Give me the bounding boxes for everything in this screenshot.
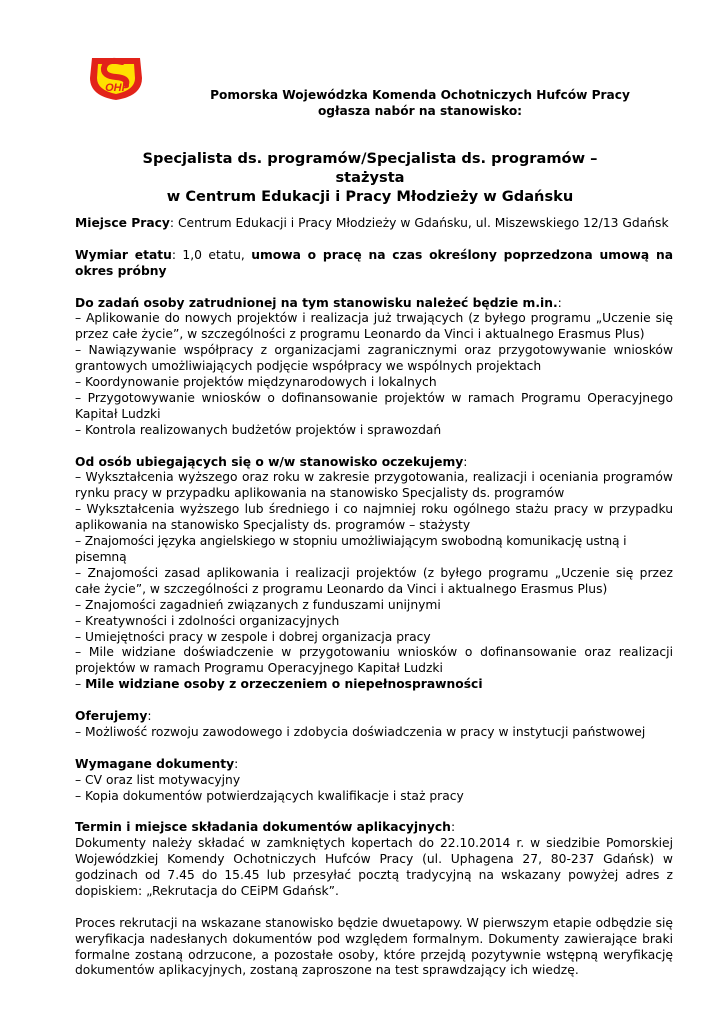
place-label: Miejsce Pracy <box>75 216 170 230</box>
deadline-heading-text: Termin i miejsce składania dokumentów aplikacyjnych <box>75 820 451 835</box>
list-item: – CV oraz list motywacyjny <box>75 772 241 787</box>
tasks-heading-text: Do zadań osoby zatrudnionej na tym stanowisku należeć będzie m.in. <box>75 295 558 310</box>
list-item: – Znajomości zasad aplikowania i realizacji projektów (z byłego programu „Uczenie się przez całe życie”, w szczególności z programu Leonardo da Vinci i aktualnego Erasmus Plus) <box>75 565 673 596</box>
offer-heading <box>75 709 673 725</box>
employment-paragraph <box>75 248 673 280</box>
organization-name: Pomorska Wojewódzka Komenda Ochotniczych Hufców Pracy <box>210 88 630 102</box>
process-text: Proces rekrutacji na wskazane stanowisko będzie dwuetapowy. W pierwszym etapie odbędzie się weryfikacja nadesłanych dokumentów pod względem formalnym. Dokumenty zawierające braki formalne zostaną odrzucone, a pozostałe osoby, które przejdą pozytywnie wstępną weryfikację dokumentów aplikacyjnych, zostaną zaproszone na test sprawdzający ich wiedzę. <box>75 915 673 978</box>
employment-value: : 1,0 etatu, <box>171 247 252 262</box>
list-item: – Kopia dokumentów potwierdzających kwalifikacje i staż pracy <box>75 788 464 803</box>
position-title-line2: w Centrum Edukacji i Pracy Młodzieży w Gdańsku <box>166 188 574 205</box>
list-item: – Koordynowanie projektów międzynarodowych i lokalnych <box>75 375 437 390</box>
documents-heading <box>75 757 673 773</box>
list-item: – Wykształcenia wyższego oraz roku w zakresie przygotowania, realizacji i oceniania programów rynku pracy w przypadku aplikowania na stanowisko Specjalisty ds. programów <box>75 470 673 501</box>
documents-heading-suffix: : <box>234 756 239 771</box>
deadline-heading <box>75 820 673 836</box>
list-item: – Przygotowywanie wniosków o dofinansowanie projektów w ramach Programu Operacyjnego Kapitał Ludzki <box>75 390 673 421</box>
list-dash: – <box>75 677 86 692</box>
list-item: – Umiejętności pracy w zespole i dobrej organizacja pracy <box>75 629 431 644</box>
offer-heading-suffix: : <box>147 709 152 724</box>
ohp-logo-graphic <box>84 50 148 102</box>
list-item: – Nawiązywanie współpracy z organizacjami zagranicznymi oraz przygotowywanie wniosków grantowych umożliwiających podjęcie współpracy we wspólnych projektach <box>75 343 673 374</box>
list-item: – Mile widziane doświadczenie w przygotowaniu wniosków o dofinansowanie oraz realizacji projektów w ramach Programu Operacyjnego Kapitał Ludzki <box>75 645 673 676</box>
tasks-heading <box>75 296 673 312</box>
list-item: – Możliwość rozwoju zawodowego i zdobycia doświadczenia w pracy w instytucji państwowej <box>75 724 646 739</box>
list-item-bold: Mile widziane osoby z orzeczeniem o niepełnosprawności <box>85 677 483 692</box>
requirements-heading-text: Od osób ubiegających się o w/w stanowisko oczekujemy <box>75 454 464 469</box>
requirements-heading <box>75 455 673 471</box>
list-item <box>75 677 673 693</box>
list-item: – Kontrola realizowanych budżetów projektów i sprawozdań <box>75 422 442 437</box>
list-item: – Znajomości zagadnień związanych z funduszami unijnymi <box>75 597 441 612</box>
offer-heading-text: Oferujemy <box>75 709 148 724</box>
document-body <box>75 216 673 979</box>
announcement-line: ogłasza nabór na stanowisko: <box>317 104 523 118</box>
place-value: : Centrum Edukacji i Pracy Młodzieży w Gdańsku, ul. Miszewskiego 12/13 Gdańsk <box>169 216 669 230</box>
requirements-heading-suffix: : <box>463 454 468 469</box>
employment-contract: umowa o pracę na czas określony poprzedzona umową na okres próbny <box>75 247 673 278</box>
list-item: – Aplikowanie do nowych projektów i realizacja już trwających (z byłego programu „Uczenie się przez całe życie”, w szczególności z programu Leonardo da Vinci i aktualnego Erasmus Plus) <box>75 311 673 342</box>
ohp-logo <box>84 50 148 102</box>
deadline-heading-suffix: : <box>450 820 456 835</box>
documents-heading-text: Wymagane dokumenty <box>75 756 235 771</box>
employment-label: Wymiar etatu <box>75 247 172 262</box>
list-item: – Kreatywności i zdolności organizacyjnych <box>75 613 340 628</box>
organization-header <box>160 87 680 119</box>
position-title-line1: Specjalista ds. programów/Specjalista ds. programów – stażysta <box>142 150 598 186</box>
deadline-text: Dokumenty należy składać w zamkniętych kopertach do 22.10.2014 r. w siedzibie Pomorskiej Wojewódzkiej Komendy Ochotniczych Hufców Pracy (ul. Uphagena 27, 80-237 Gdańsk) w godzinach od 7.45 do 15.45 lub przesyłać pocztą tradycyjną na wskazany powyżej adres z dopiskiem: „Rekrutacja do CEiPM Gdańsk”. <box>75 836 673 898</box>
tasks-heading-suffix: : <box>557 295 562 310</box>
place-paragraph <box>75 216 673 232</box>
logo-text: OHP <box>105 82 129 94</box>
list-item: – Znajomości języka angielskiego w stopniu umożliwiającym swobodną komunikację ustną i pisemną <box>75 534 627 564</box>
position-title <box>110 149 630 206</box>
list-item: – Wykształcenia wyższego lub średniego i co najmniej roku ogólnego stażu pracy w przypadku aplikowania na stanowisko Specjalisty ds. programów – stażysty <box>75 502 673 533</box>
